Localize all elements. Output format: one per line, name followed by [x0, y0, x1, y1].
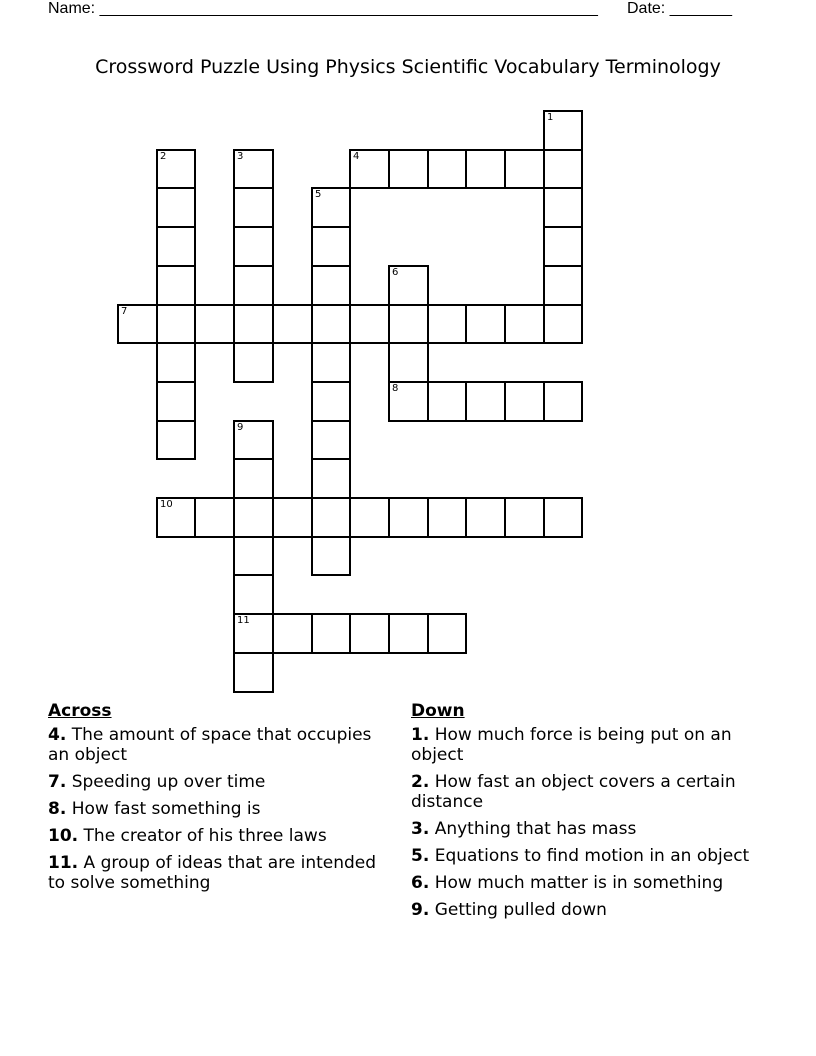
- grid-cell[interactable]: [156, 420, 196, 460]
- grid-cell[interactable]: [504, 497, 545, 538]
- clue-number: 7: [121, 306, 128, 317]
- grid-cell[interactable]: [311, 226, 351, 267]
- grid-cell[interactable]: [543, 187, 583, 228]
- grid-cell[interactable]: [233, 149, 274, 189]
- grid-cell[interactable]: [388, 497, 429, 538]
- grid-cell[interactable]: [543, 304, 583, 344]
- clue-number: 6: [392, 267, 399, 278]
- down-heading: Down: [411, 701, 465, 721]
- grid-cell[interactable]: [349, 613, 390, 654]
- grid-cell[interactable]: [543, 110, 583, 151]
- grid-cell[interactable]: [349, 149, 390, 189]
- grid-cell[interactable]: [311, 613, 351, 654]
- clue-number: 2: [160, 151, 167, 162]
- grid-cell[interactable]: [233, 613, 274, 654]
- grid-cell[interactable]: [272, 613, 313, 654]
- clue-across-11: 11. A group of ideas that are intended to solve something: [48, 853, 377, 893]
- grid-cell[interactable]: [388, 342, 429, 383]
- clue-number: 11: [237, 615, 250, 626]
- grid-cell[interactable]: [156, 265, 196, 306]
- grid-cell[interactable]: [311, 265, 351, 306]
- grid-cell[interactable]: [465, 497, 506, 538]
- clue-across-7: 7. Speeding up over time: [48, 772, 266, 792]
- grid-cell[interactable]: [311, 497, 351, 538]
- clue-across-8: 8. How fast something is: [48, 799, 261, 819]
- clue-number: 9: [237, 422, 244, 433]
- grid-cell[interactable]: [465, 149, 506, 189]
- clue-across-4: 4. The amount of space that occupies an object: [48, 725, 372, 765]
- grid-cell[interactable]: [311, 187, 351, 228]
- grid-cell[interactable]: [194, 304, 235, 344]
- date-field[interactable]: Date: _______: [627, 0, 732, 17]
- grid-cell[interactable]: [543, 381, 583, 422]
- grid-cell[interactable]: [465, 304, 506, 344]
- grid-cell[interactable]: [233, 574, 274, 615]
- grid-cell[interactable]: [349, 304, 390, 344]
- grid-cell[interactable]: [233, 652, 274, 693]
- grid-cell[interactable]: [427, 304, 467, 344]
- grid-cell[interactable]: [194, 497, 235, 538]
- clue-down-9: 9. Getting pulled down: [411, 900, 607, 920]
- grid-cell[interactable]: [311, 381, 351, 422]
- grid-cell[interactable]: [543, 149, 583, 189]
- grid-cell[interactable]: [311, 458, 351, 499]
- grid-cell[interactable]: [233, 226, 274, 267]
- grid-cell[interactable]: [272, 304, 313, 344]
- grid-cell[interactable]: [156, 149, 196, 189]
- across-heading: Across: [48, 701, 112, 721]
- grid-cell[interactable]: [427, 613, 467, 654]
- clue-down-6: 6. How much matter is in something: [411, 873, 724, 893]
- clue-down-3: 3. Anything that has mass: [411, 819, 637, 839]
- clue-number: 10: [160, 499, 173, 510]
- grid-cell[interactable]: [311, 342, 351, 383]
- grid-cell[interactable]: [543, 265, 583, 306]
- grid-cell[interactable]: [465, 381, 506, 422]
- clue-down-1: 1. How much force is being put on an object: [411, 725, 732, 765]
- grid-cell[interactable]: [388, 304, 429, 344]
- grid-cell[interactable]: [543, 497, 583, 538]
- grid-cell[interactable]: [388, 613, 429, 654]
- grid-cell[interactable]: [233, 304, 274, 344]
- grid-cell[interactable]: [388, 381, 429, 422]
- clue-number: 1: [547, 112, 554, 123]
- name-field[interactable]: Name: ________________________________________________________: [48, 0, 598, 17]
- grid-cell[interactable]: [233, 497, 274, 538]
- grid-cell[interactable]: [156, 342, 196, 383]
- grid-cell[interactable]: [311, 536, 351, 576]
- grid-cell[interactable]: [504, 381, 545, 422]
- grid-cell[interactable]: [427, 149, 467, 189]
- grid-cell[interactable]: [427, 497, 467, 538]
- clue-across-10: 10. The creator of his three laws: [48, 826, 327, 846]
- grid-cell[interactable]: [233, 265, 274, 306]
- grid-cell[interactable]: [311, 420, 351, 460]
- grid-cell[interactable]: [156, 497, 196, 538]
- grid-cell[interactable]: [388, 265, 429, 306]
- grid-cell[interactable]: [349, 497, 390, 538]
- grid-cell[interactable]: [156, 304, 196, 344]
- grid-cell[interactable]: [504, 149, 545, 189]
- grid-cell[interactable]: [311, 304, 351, 344]
- grid-cell[interactable]: [543, 226, 583, 267]
- grid-cell[interactable]: [117, 304, 158, 344]
- grid-cell[interactable]: [233, 342, 274, 383]
- clue-down-5: 5. Equations to find motion in an object: [411, 846, 750, 866]
- grid-cell[interactable]: [504, 304, 545, 344]
- page-title: Crossword Puzzle Using Physics Scientific Vocabulary Terminology: [95, 56, 721, 78]
- grid-cell[interactable]: [233, 187, 274, 228]
- clue-down-2: 2. How fast an object covers a certain distance: [411, 772, 736, 812]
- down-clues: [411, 701, 771, 927]
- grid-cell[interactable]: [427, 381, 467, 422]
- clue-number: 4: [353, 151, 360, 162]
- across-clues: [48, 701, 378, 900]
- grid-cell[interactable]: [156, 226, 196, 267]
- grid-cell[interactable]: [388, 149, 429, 189]
- grid-cell[interactable]: [233, 536, 274, 576]
- clue-number: 5: [315, 189, 322, 200]
- grid-cell[interactable]: [272, 497, 313, 538]
- grid-cell[interactable]: [156, 187, 196, 228]
- grid-cell[interactable]: [156, 381, 196, 422]
- clue-number: 8: [392, 383, 399, 394]
- grid-cell[interactable]: [233, 458, 274, 499]
- grid-cell[interactable]: [233, 420, 274, 460]
- clue-number: 3: [237, 151, 244, 162]
